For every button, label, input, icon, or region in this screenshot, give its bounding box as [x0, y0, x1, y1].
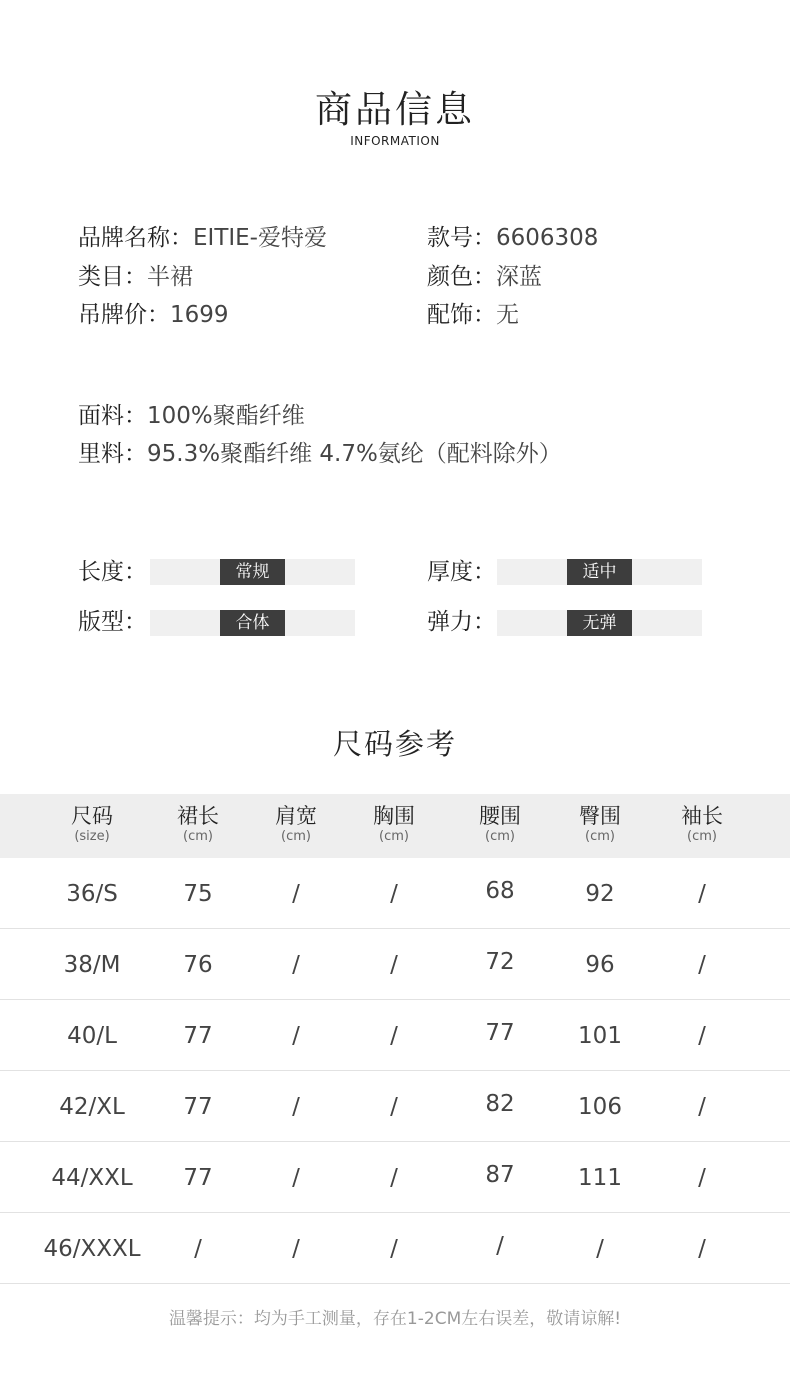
color-row [427, 262, 542, 292]
table-cell: / [292, 1023, 300, 1049]
price-row [78, 300, 229, 330]
header-unit: (cm) [281, 829, 311, 844]
category-row [78, 262, 193, 292]
page-title: 商品信息 [315, 88, 475, 131]
table-cell: / [292, 1236, 300, 1262]
table-cell: 42/XL [59, 1094, 125, 1120]
header-name: 腰围 [479, 804, 521, 828]
header-cell-sleeve [647, 803, 757, 845]
header-unit: (cm) [687, 829, 717, 844]
table-row [0, 858, 790, 929]
style-row [427, 223, 598, 253]
accessory-row [427, 300, 519, 330]
thickness-bar [497, 559, 702, 585]
fit-label: 版型： [78, 609, 147, 635]
header-name: 臀围 [579, 804, 621, 828]
elasticity-tag: 无弹 [567, 610, 632, 636]
table-cell: 44/XXL [51, 1165, 133, 1191]
header-cell-bust [339, 803, 449, 845]
thickness-label: 厚度： [427, 559, 496, 585]
table-cell: 40/L [67, 1023, 117, 1049]
table-cell: 77 [183, 1165, 213, 1191]
table-cell: / [390, 1094, 398, 1120]
header-name: 袖长 [681, 804, 723, 828]
fabric-label: 面料： [78, 403, 147, 429]
fabric-value: 100%聚酯纤维 [147, 403, 305, 429]
table-cell: / [698, 1023, 706, 1049]
header-name: 肩宽 [275, 804, 317, 828]
header-unit: (cm) [379, 829, 409, 844]
measurement-note: 温馨提示：均为手工测量，存在1-2CM左右误差，敬请谅解! [168, 1309, 622, 1329]
elasticity-label: 弹力： [427, 609, 496, 635]
price-label: 吊牌价： [78, 302, 170, 328]
table-cell: 106 [578, 1094, 622, 1120]
table-cell: / [292, 1094, 300, 1120]
table-cell: 87 [485, 1162, 515, 1188]
header-name: 裙长 [177, 804, 219, 828]
table-cell: 96 [585, 952, 615, 978]
style-label: 款号： [427, 225, 496, 251]
table-cell: / [496, 1233, 504, 1259]
brand-value: EITIE-爱特爱 [193, 225, 327, 251]
header-cell-skirt-length [143, 803, 253, 845]
table-row [0, 1213, 790, 1284]
table-cell: / [698, 1236, 706, 1262]
table-row [0, 1142, 790, 1213]
table-cell: 38/M [63, 952, 121, 978]
header-cell-hip [545, 803, 655, 845]
page-subtitle: INFORMATION [350, 134, 440, 148]
table-cell: 76 [183, 952, 213, 978]
table-cell: 101 [578, 1023, 622, 1049]
table-cell: / [194, 1236, 202, 1262]
lining-row [78, 439, 562, 469]
table-cell: / [292, 952, 300, 978]
size-chart-title: 尺码参考 [332, 727, 457, 761]
table-row [0, 1000, 790, 1071]
table-cell: 92 [585, 881, 615, 907]
lining-value: 95.3%聚酯纤维 4.7%氨纶（配料除外） [147, 441, 562, 467]
table-cell: / [698, 1165, 706, 1191]
header-name: 尺码 [71, 804, 113, 828]
table-cell: 68 [485, 878, 515, 904]
table-cell: / [390, 1236, 398, 1262]
table-cell: 77 [183, 1023, 213, 1049]
size-table [0, 794, 790, 1284]
table-cell: 75 [183, 881, 213, 907]
category-label: 类目： [78, 264, 147, 290]
elasticity-bar [497, 610, 702, 636]
table-row [0, 1071, 790, 1142]
header-unit: (size) [74, 829, 110, 844]
table-cell: / [596, 1236, 604, 1262]
length-label: 长度： [78, 559, 147, 585]
header-unit: (cm) [485, 829, 515, 844]
category-value: 半裙 [147, 264, 193, 290]
table-cell: / [390, 881, 398, 907]
table-cell: / [292, 881, 300, 907]
table-cell: / [698, 952, 706, 978]
table-cell: 72 [485, 949, 515, 975]
fabric-row [78, 401, 305, 431]
style-value: 6606308 [496, 225, 599, 251]
fit-tag: 合体 [220, 610, 285, 636]
table-cell: 77 [485, 1020, 515, 1046]
header-cell-shoulder [241, 803, 351, 845]
length-tag: 常规 [220, 559, 285, 585]
length-bar [150, 559, 355, 585]
header-name: 胸围 [373, 804, 415, 828]
table-cell: 82 [485, 1091, 515, 1117]
header-cell-size [37, 803, 147, 845]
fit-bar [150, 610, 355, 636]
header-cell-waist [445, 803, 555, 845]
table-cell: 46/XXXL [43, 1236, 141, 1262]
lining-label: 里料： [78, 441, 147, 467]
table-cell: 36/S [66, 881, 118, 907]
brand-label: 品牌名称： [78, 225, 193, 251]
accessory-label: 配饰： [427, 302, 496, 328]
table-cell: / [390, 1165, 398, 1191]
color-value: 深蓝 [496, 264, 542, 290]
brand-row [78, 223, 327, 253]
table-cell: 111 [578, 1165, 622, 1191]
table-cell: 77 [183, 1094, 213, 1120]
price-value: 1699 [170, 302, 229, 328]
table-cell: / [390, 952, 398, 978]
color-label: 颜色： [427, 264, 496, 290]
table-row [0, 929, 790, 1000]
table-cell: / [390, 1023, 398, 1049]
table-cell: / [698, 881, 706, 907]
table-cell: / [698, 1094, 706, 1120]
size-table-header [0, 794, 790, 858]
accessory-value: 无 [496, 302, 519, 328]
header-unit: (cm) [183, 829, 213, 844]
table-cell: / [292, 1165, 300, 1191]
header-unit: (cm) [585, 829, 615, 844]
thickness-tag: 适中 [567, 559, 632, 585]
